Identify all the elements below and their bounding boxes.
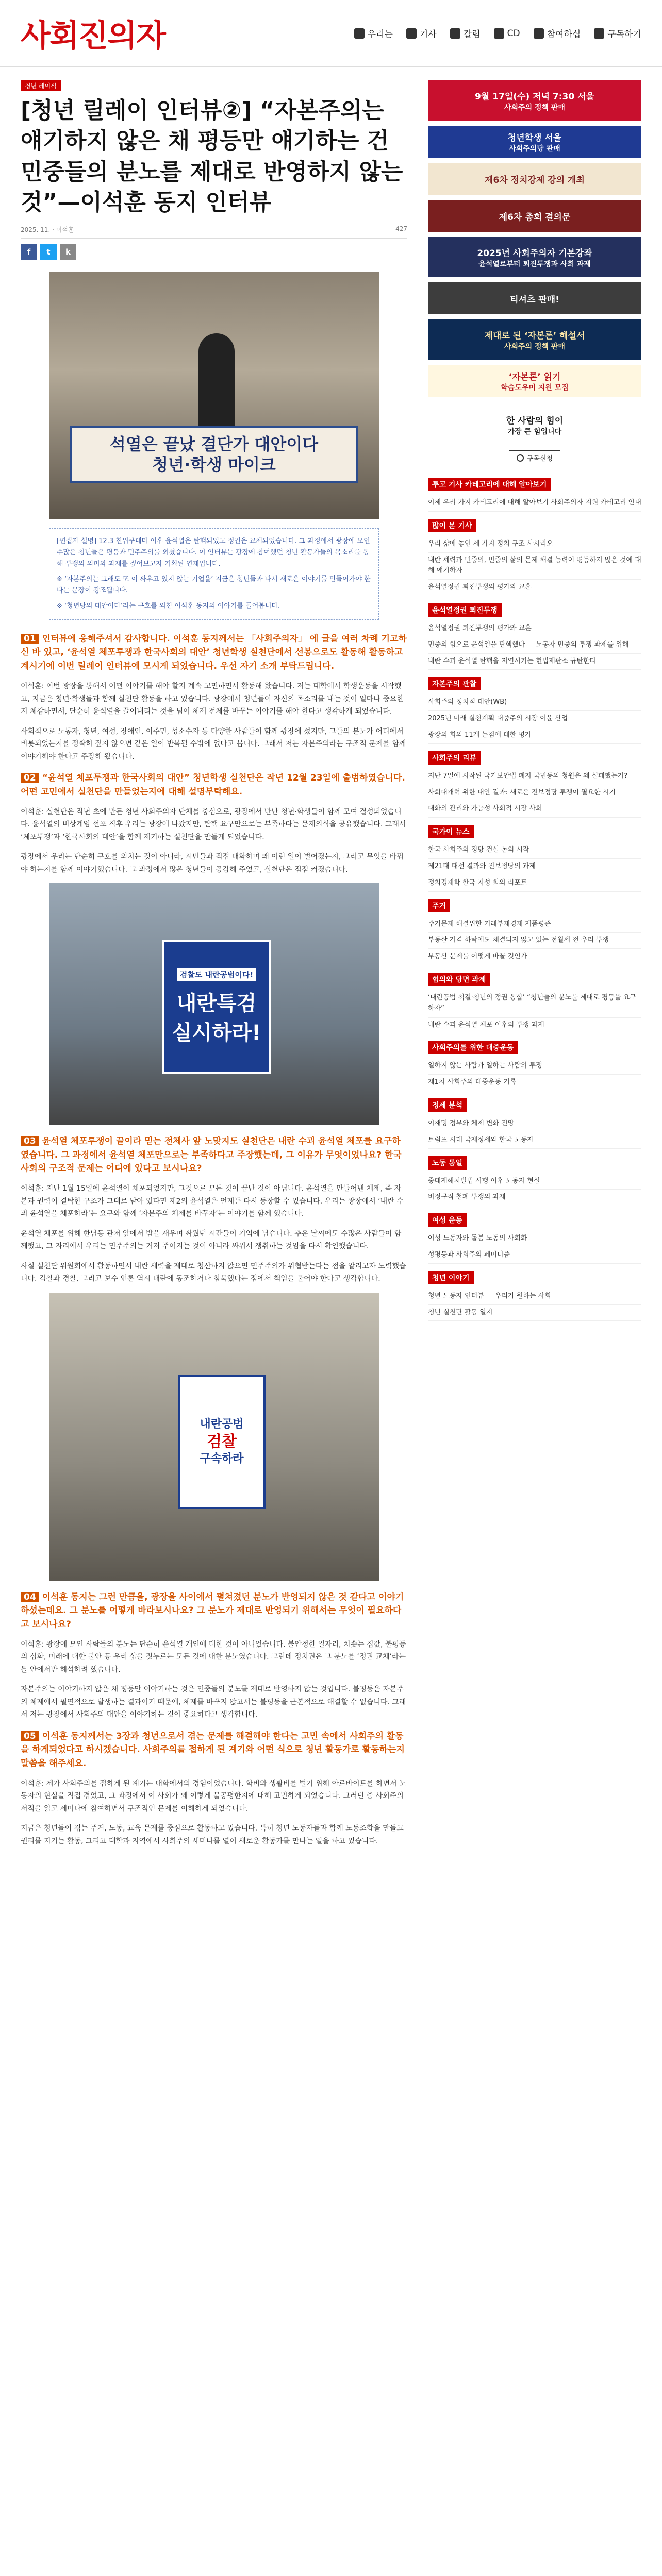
sidebar-section-heading: 윤석열정권 퇴진투쟁 [428,603,502,617]
banner-ad[interactable]: 제6차 총회 결의문 [428,200,641,232]
nav-item[interactable]: 우리는 [354,27,393,40]
sidebar-section-heading: 정세 분석 [428,1098,467,1112]
answer-paragraph: 이석훈: 광장에 모인 사람들의 분노는 단순히 윤석열 개인에 대한 것이 아니었습니다. 불안정한 일자리, 치솟는 집값, 불평등의 심화, 미래에 대한 불안 등 우리 삶을 짓누르는 모든 것에 대한 분노였습니다. 그런데 정치권은 그 분노를 ‘정권 교체’라는 틀 안에서만 해석하려 했습니다. [21,1640,406,1674]
sidebar-article-link[interactable]: 윤석열정권 퇴진투쟁의 평가와 교훈 [428,621,641,637]
magnifier-icon [517,454,524,462]
sidebar-article-link[interactable]: 트럼프 시대 국제정세와 한국 노동자 [428,1132,641,1149]
nav-item[interactable]: 칼럼 [450,27,481,40]
sidebar-article-link[interactable]: 제21대 대선 결과와 진보정당의 과제 [428,859,641,875]
sidebar-ads [428,80,641,447]
sidebar-article-list [428,1116,641,1149]
sidebar-article-link[interactable]: 주거문제 해결위한 거래부재경제 제품평준 [428,917,641,933]
sidebar-article-link[interactable]: 광장의 회의 11개 논점에 대한 평가 [428,727,641,744]
article-title: [청년 릴레이 인터뷰②] “자본주의는 얘기하지 않은 채 평등만 얘기하는 건 민중들의 분노를 제대로 반영하지 않는 것”—이석훈 동지 인터뷰 [21,97,403,216]
sidebar-article-list [428,990,641,1033]
sidebar-section-heading: 주거 [428,899,450,912]
sidebar-article-list [428,694,641,743]
sidebar-article-list [428,917,641,965]
sidebar-section-heading: 자본주의 관찰 [428,677,481,690]
sidebar-section-heading: 많이 본 기사 [428,519,476,532]
banner-ad[interactable]: ‘자본론’ 읽기 학습도우미 지원 모집 [428,365,641,397]
join-icon [534,28,544,39]
sidebar-article-link[interactable]: 부동산 문제를 어떻게 바꿀 것인가 [428,949,641,965]
subscribe-icon [594,28,604,39]
sidebar-article-list [428,1289,641,1321]
nav-item[interactable]: 참여하십 [534,27,581,40]
question-5: 05 이석훈 동지께서는 3장과 청년으로서 겪는 문제를 해결해야 한다는 고민 속에서 사회주의 활동을 하게되었다고 하시겠습니다. 사회주의를 접하게 된 계기와 어떤 식으로 청년 활동가로 활동하는지 말씀을 해주세요. [21,1731,405,1769]
picket-sign: 내란공범 검찰 구속하라 [178,1375,266,1509]
sidebar-section-heading: 여성 운동 [428,1213,467,1227]
sidebar-article-link[interactable]: 내란 수괴 윤석열 체포 이후의 투쟁 과제 [428,1018,641,1034]
photo-banner: 석열은 끝났 결단가 대안이다 청년·학생 마이크 [70,426,358,483]
sidebar-article-link[interactable]: 일하지 않는 사람과 일하는 사람의 투쟁 [428,1058,641,1075]
sidebar-article-link[interactable]: 대화의 관리와 가능성 사회적 시장 사회 [428,801,641,818]
sidebar-article-list [428,842,641,891]
sidebar-article-link[interactable]: 사회대개혁 위한 대안 결과: 새로운 진보정당 투쟁이 필요한 시기 [428,785,641,802]
sidebar-article-link[interactable]: 부동산 가격 하락에도 체결되지 않고 있는 전월세 전 우리 투쟁 [428,933,641,949]
article-photo-1 [49,272,379,519]
article-photo-2 [49,883,379,1125]
sidebar-article-link[interactable]: 내란 수괴 윤석열 탄핵을 지연시키는 헌법재판소 규탄한다 [428,654,641,670]
banner-ad[interactable]: 제6차 정치강제 강의 개최 [428,163,641,195]
sidebar-article-list [428,621,641,670]
sidebar-article-link[interactable]: 윤석열정권 퇴진투쟁의 평가와 교훈 [428,580,641,596]
sidebar-article-link[interactable]: 여성 노동자와 돌봄 노동의 사회화 [428,1231,641,1247]
banner-ad[interactable]: 9월 17일(수) 저녁 7:30 서울 사회주의 정책 판매 [428,80,641,121]
article-date: 2025. 11. [21,226,51,233]
sidebar-section-heading: 사회주의를 위한 대중운동 [428,1041,518,1054]
banner-ad[interactable]: 티셔츠 판매! [428,282,641,314]
article-author: 이석훈 [56,226,74,233]
sidebar-article-link[interactable]: 제1차 사회주의 대중운동 기록 [428,1075,641,1091]
sidebar-article-link[interactable]: 비정규직 철폐 투쟁의 과제 [428,1190,641,1206]
sidebar-article-link[interactable]: 이제 우리 가지 카테고리에 대해 알아보기 사회주의자 지원 카테고리 안내 [428,495,641,512]
facebook-share-button[interactable]: f [21,244,37,260]
article-icon [406,28,417,39]
sidebar-article-link[interactable]: 민중의 힘으로 윤석열을 탄핵했다 — 노동자 민중의 투쟁 과제를 위해 [428,637,641,654]
menu-icon [354,28,365,39]
sidebar-article-list [428,536,641,596]
column-icon [450,28,460,39]
question-1: 01 인터뷰에 응해주셔서 감사합니다. 이석훈 동지께서는 「사회주의자」 에 글을 여러 차례 기고하신 바 있고, ‘윤석열 체포투쟁과 한국사회의 대안’ 청년학생 실천단에서 선봉으로도 활동해 활동하고 계시기에 이번 릴레이 인터뷰에 모시게 되었습니다. 우선 자기 소개 부탁드립니다. [21,634,407,671]
sidebar-section-heading: 청년 이야기 [428,1271,474,1284]
editor-note: [편집자 설명] 12.3 친위쿠데타 이후 윤석열은 탄핵되었고 정권은 교체되었습니다. 그 과정에서 광장에 모인 수많은 청년들은 평등과 민주주의를 외쳤습니다. 이 인터뷰는 광장에 참여했던 청년 활동가들의 목소리를 통해 투쟁의 의미와 과제를 짚어보고자 기획된 연재입니다. ※ ‘자본주의는 그래도 또 이 싸우고 있지 않는 기업을’ 지금은 청년들과 다시 새로운 이야기를 만들어가야 한다는 문장이 강조됩니다. ※ ‘청년당의 대안이다’라는 구호를 외친 이석훈 동지의 이야기를 들어봅니다. [49,528,379,620]
article-column [21,80,407,1855]
site-header [0,0,662,67]
sidebar-article-link[interactable]: 이재명 정부와 체제 변화 전망 [428,1116,641,1132]
question-2: 02 “윤석열 체포투쟁과 한국사회의 대안” 청년학생 실천단은 작년 12월 23일에 출범하였습니다. 어떤 고민에서 실천단을 만들었는지에 대해 설명부탁해요. [21,773,405,797]
twitter-share-button[interactable]: t [40,244,57,260]
nav-item[interactable]: 기사 [406,27,437,40]
banner-ad[interactable]: 제대로 된 ‘자본론’ 해설서 사회주의 정책 판매 [428,319,641,360]
main-content [0,67,662,1855]
sidebar-article-link[interactable]: 지난 7일에 시작된 국가보안법 폐지 국민동의 청원은 왜 실패했는가? [428,769,641,785]
question-3: 03 윤석열 체포투쟁이 끝이라 믿는 전체사 앞 노맞지도 실천단은 내란 수괴 윤석열 체포를 요구하였습니다. 그 과정에서 윤석열 체포만으로는 부족하다고 주장했는데, 그 이유가 무엇이었나요? 한국 사회의 구조적 문제는 어디에 있다고 보시나요? [21,1136,402,1174]
sidebar-section-heading: 협의와 당면 과제 [428,973,490,986]
answer-paragraph: 사실 실천단 위원회에서 활동하면서 내란 세력을 제대로 청산하지 않으면 민주주의가 위협받는다는 점을 알리고자 노력했습니다. 검찰과 경찰, 그리고 보수 언론 역시 내란에 동조하거나 침묵했다는 점에서 책임을 물어야 한다고 생각합니다. [21,1262,406,1283]
protest-sign: 검찰도 내란공범이다! 내란특검 실시하라! [162,940,271,1074]
question-4: 04 이석훈 동지는 그런 만큼을, 광장을 사이에서 펼쳐졌던 분노가 반영되지 않은 것 같다고 이야기하셨는데요. 그 분노를 어떻게 바라보시나요? 그 분노가 제대로 반영되기 위해서는 무엇이 필요하다고 보시나요? [21,1591,404,1630]
sidebar-article-list [428,1058,641,1091]
answer-paragraph: 윤석열 체포를 위해 한남동 관저 앞에서 밤을 새우며 싸웠던 시간들이 기억에 남습니다. 추운 날씨에도 수많은 사람들이 함께했고, 그 자리에서 우리는 민주주의는 거저 주어지는 것이 아니라 싸워서 쟁취하는 것임을 다시 확인했습니다. [21,1229,402,1251]
sidebar-section-heading: 국가이 뉴스 [428,825,474,838]
view-count: 427 [395,225,407,232]
sidebar-section-heading: 노동 통일 [428,1156,467,1170]
answer-paragraph: 지금은 청년들이 겪는 주거, 노동, 교육 문제를 중심으로 활동하고 있습니다. 특히 청년 노동자들과 함께 노동조합을 만들고 권리를 지키는 활동, 그리고 대학과 지역에서 사회주의 세미나를 열어 새로운 활동가를 만나는 일을 하고 있습니다. [21,1824,404,1845]
site-logo[interactable]: 사회진의자 [21,18,165,54]
sidebar-section-heading: 투고 기사 카테고리에 대해 알아보기 [428,478,551,491]
article-photo-3 [49,1293,379,1581]
main-nav [354,27,641,40]
sidebar-article-list [428,769,641,818]
sidebar-article-link[interactable]: 우리 삶에 놓인 세 가지 정치 구조 사시리오 [428,536,641,553]
category-badge[interactable]: 청년 레이식 [21,80,61,91]
answer-paragraph: 사회적으로 노동자, 청년, 여성, 장애인, 이주민, 성소수자 등 다양한 사람들이 함께 광장에 섰지만, 그들의 분노가 어디에서 비롯되었는지를 정확히 짚지 않으면 같은 일이 반복될 수밖에 없다고 봅니다. 그래서 저는 자본주의라는 구조적 문제를 함께 이야기해야 한다고 주장해 왔습니다. [21,727,406,761]
banner-ad[interactable]: 2025년 사회주의자 기본강좌 윤석열로부터 퇴진투쟁과 사회 과제 [428,237,641,277]
banner-ad[interactable]: 청년학생 서울 사회주의당 판매 [428,126,641,158]
sidebar-section-heading: 사회주의 리뷰 [428,751,481,765]
share-buttons [21,244,407,260]
kakao-share-button[interactable]: k [60,244,76,260]
article-meta: 2025. 11. · 이석훈 427 [21,225,407,239]
answer-paragraph: 이석훈: 실천단은 작년 초에 만든 청년 사회주의자 단체를 중심으로, 광장에서 만난 청년·학생들이 함께 모여 결성되었습니다. 윤석열의 비상계엄 선포 직후 우리는 광장에 나갔지만, 탄핵 요구만으로는 부족하다는 문제의식을 공유했습니다. 그래서 ‘체포투쟁’과 ‘한국사회의 대안’을 함께 제기하는 실천단을 만들게 되었습니다. [21,807,406,841]
sidebar-article-link[interactable]: 사회주의 정치적 대안(WB) [428,694,641,711]
sidebar-sections [428,470,641,1321]
nav-item[interactable]: CD [494,28,520,39]
sidebar-article-link[interactable]: 2025년 미래 실천계획 대중주의 시장 이윤 산업 [428,711,641,727]
sidebar-article-list [428,1174,641,1207]
sidebar-article-link[interactable]: 중대재해처벌법 시행 이후 노동자 현실 [428,1174,641,1190]
cd-icon [494,28,504,39]
nav-item[interactable]: 구독하기 [594,27,641,40]
sidebar-article-list [428,1231,641,1264]
sidebar-article-link[interactable]: 한국 사회주의 정당 건설 논의 시작 [428,842,641,859]
sidebar-article-list [428,495,641,512]
sidebar-article-link[interactable]: ‘내란공범 척결·청년의 정권 통합’ “청년들의 분노를 제대로 평등을 요구하자” [428,990,641,1018]
sidebar-article-link[interactable]: 내란 세력과 민중의, 민중의 삶의 문제 해결 능력이 평등하지 않은 것에 대해 얘기하자 [428,553,641,580]
banner-ad[interactable]: 한 사람의 힘이 가장 큰 힘입니다 [428,402,641,447]
sidebar-article-link[interactable]: 청년 실천단 활동 일지 [428,1305,641,1321]
answer-paragraph: 광장에서 우리는 단순히 구호를 외치는 것이 아니라, 시민들과 직접 대화하며 왜 이런 일이 벌어졌는지, 그리고 무엇을 바꿔야 하는지를 함께 이야기했습니다. 그 과정에서 많은 청년들이 공감해 주었고, 실천단은 점점 커졌습니다. [21,853,404,874]
subscribe-button[interactable]: 구독신청 [509,450,560,465]
sidebar-article-link[interactable]: 성평등과 사회주의 페미니즘 [428,1247,641,1264]
sidebar-article-link[interactable]: 청년 노동자 인터뷰 — 우리가 원하는 사회 [428,1289,641,1305]
answer-paragraph: 자본주의는 이야기하지 않은 채 평등만 이야기하는 것은 민중들의 분노를 제대로 반영하지 않는 것입니다. 불평등은 자본주의 체제에서 필연적으로 발생하는 결과이기 때문에, 체제를 바꾸지 않고서는 불평등을 근본적으로 해결할 수 없습니다. 그래서 저는 광장에서 사회주의 대안을 이야기하는 것이 중요하다고 생각합니다. [21,1685,406,1719]
sidebar [428,80,641,1855]
answer-paragraph: 이석훈: 이번 광장을 통해서 어떤 이야기를 해야 할지 계속 고민하면서 활동해 왔습니다. 저는 대학에서 학생운동을 시작했고, 지금은 청년·학생들과 함께 실천단 활동을 하고 있습니다. 광장에서 청년들이 자신의 목소리를 내는 것이 얼마나 중요한지 체감하면서, 단순히 윤석열을 끌어내리는 것을 넘어 체제 전체를 바꾸는 이야기를 해야 한다고 생각하게 되었습니다. [21,682,404,716]
answer-paragraph: 이석훈: 제가 사회주의를 접하게 된 계기는 대학에서의 경험이었습니다. 학비와 생활비를 벌기 위해 아르바이트를 하면서 노동자의 현실을 직접 겪었고, 그 과정에서 이 사회가 왜 이렇게 불공평한지에 대해 고민하게 되었습니다. 그러던 중 사회주의 서적을 읽고 세미나에 참여하면서 구조적인 문제를 이해하게 되었습니다. [21,1779,406,1813]
sidebar-article-link[interactable]: 정치경제학 한국 지성 회의 리포트 [428,875,641,892]
answer-paragraph: 이석훈: 지난 1월 15일에 윤석열이 체포되었지만, 그것으로 모든 것이 끝난 것이 아닙니다. 윤석열을 만들어낸 체제, 즉 자본과 권력이 결탁한 구조가 그대로 남아 있다면 제2의 윤석열은 언제든 다시 등장할 수 있습니다. 우리는 광장에서 ‘내란 수괴 윤석열을 체포하라’는 요구와 함께 ‘자본주의 체제를 바꾸자’는 이야기를 함께 했습니다. [21,1184,404,1218]
